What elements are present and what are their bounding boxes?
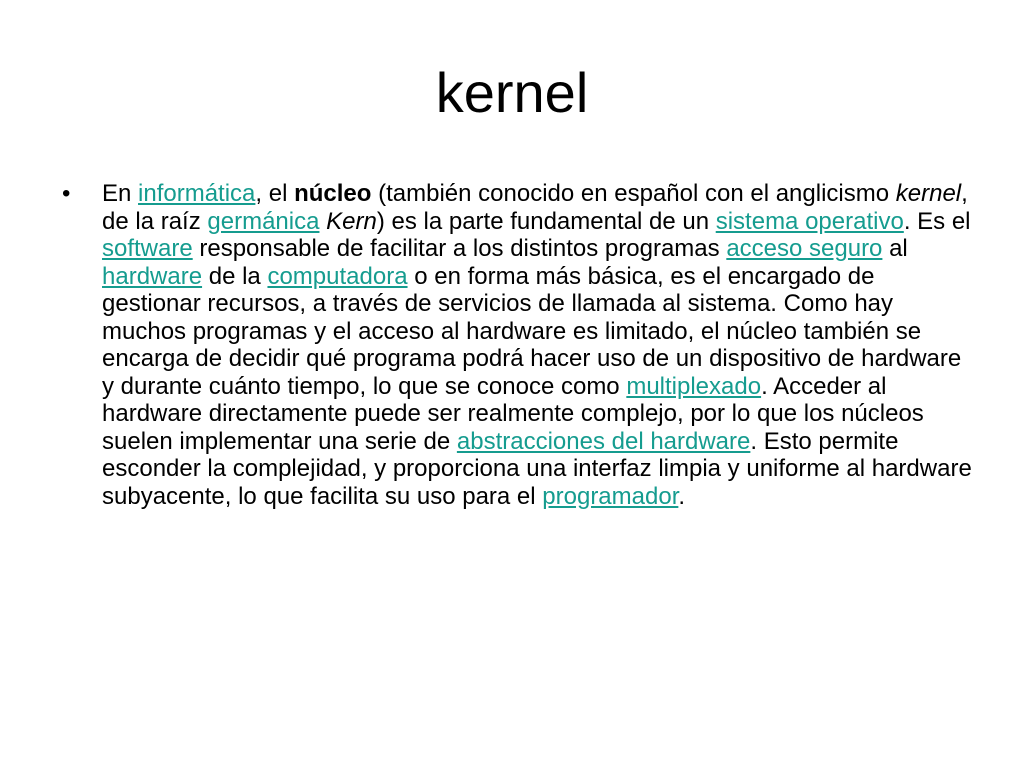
link-software[interactable]: software — [102, 235, 193, 262]
text-segment: . Es el — [903, 207, 971, 235]
text-segment: al — [882, 235, 908, 262]
bold-term-nucleo: núcleo — [294, 180, 372, 207]
italic-term-kernel: kernel — [895, 180, 962, 207]
link-hardware[interactable]: hardware — [102, 262, 203, 290]
paragraph-text — [102, 180, 972, 510]
text-segment: responsable de facilitar a los distintos programas — [192, 235, 727, 262]
link-germanica[interactable]: germánica — [207, 207, 320, 235]
link-sistema-operativo[interactable]: sistema operativo — [715, 207, 904, 235]
text-segment: ) es la parte fundamental de un — [376, 207, 716, 235]
link-acceso-seguro[interactable]: acceso seguro — [726, 235, 883, 262]
bullet-icon: • — [62, 180, 71, 207]
link-programador[interactable]: programador — [542, 482, 679, 510]
link-multiplexado[interactable]: multiplexado — [626, 372, 762, 400]
link-computadora[interactable]: computadora — [267, 262, 408, 290]
text-segment: En — [102, 180, 139, 207]
text-segment: (también conocido en español con el anglicismo — [371, 180, 896, 207]
text-segment: , de la raíz — [102, 180, 968, 235]
text-segment: . Esto permite esconder la complejidad, y proporciona una interfaz limpia y uniforme al hardware subyacente, lo que facilita su uso para el — [102, 427, 972, 510]
italic-term-kern: Kern — [326, 207, 377, 235]
text-segment: . Acceder al hardware directamente puede ser realmente complejo, por lo que los núcleos suelen implementar una serie de — [102, 372, 924, 455]
slide-title: kernel — [435, 61, 589, 124]
bullet-item — [62, 180, 972, 510]
text-segment: o en forma más básica, es el encargado de gestionar recursos, a través de servicios de llamada al sistema. Como hay muchos programas y el acceso al hardware es limitado, el núcleo también se encarga de decidir qué programa podrá hacer uso de un dispositivo de hardware y durante cuánto tiempo, lo que se conoce como — [102, 262, 962, 400]
link-abstracciones-del-hardware[interactable]: abstracciones del hardware — [456, 427, 751, 455]
bullet-list — [62, 180, 972, 510]
text-segment: , el — [255, 180, 295, 207]
text-segment: . — [678, 482, 686, 510]
link-informatica[interactable]: informática — [138, 180, 256, 207]
text-segment: de la — [202, 262, 268, 290]
